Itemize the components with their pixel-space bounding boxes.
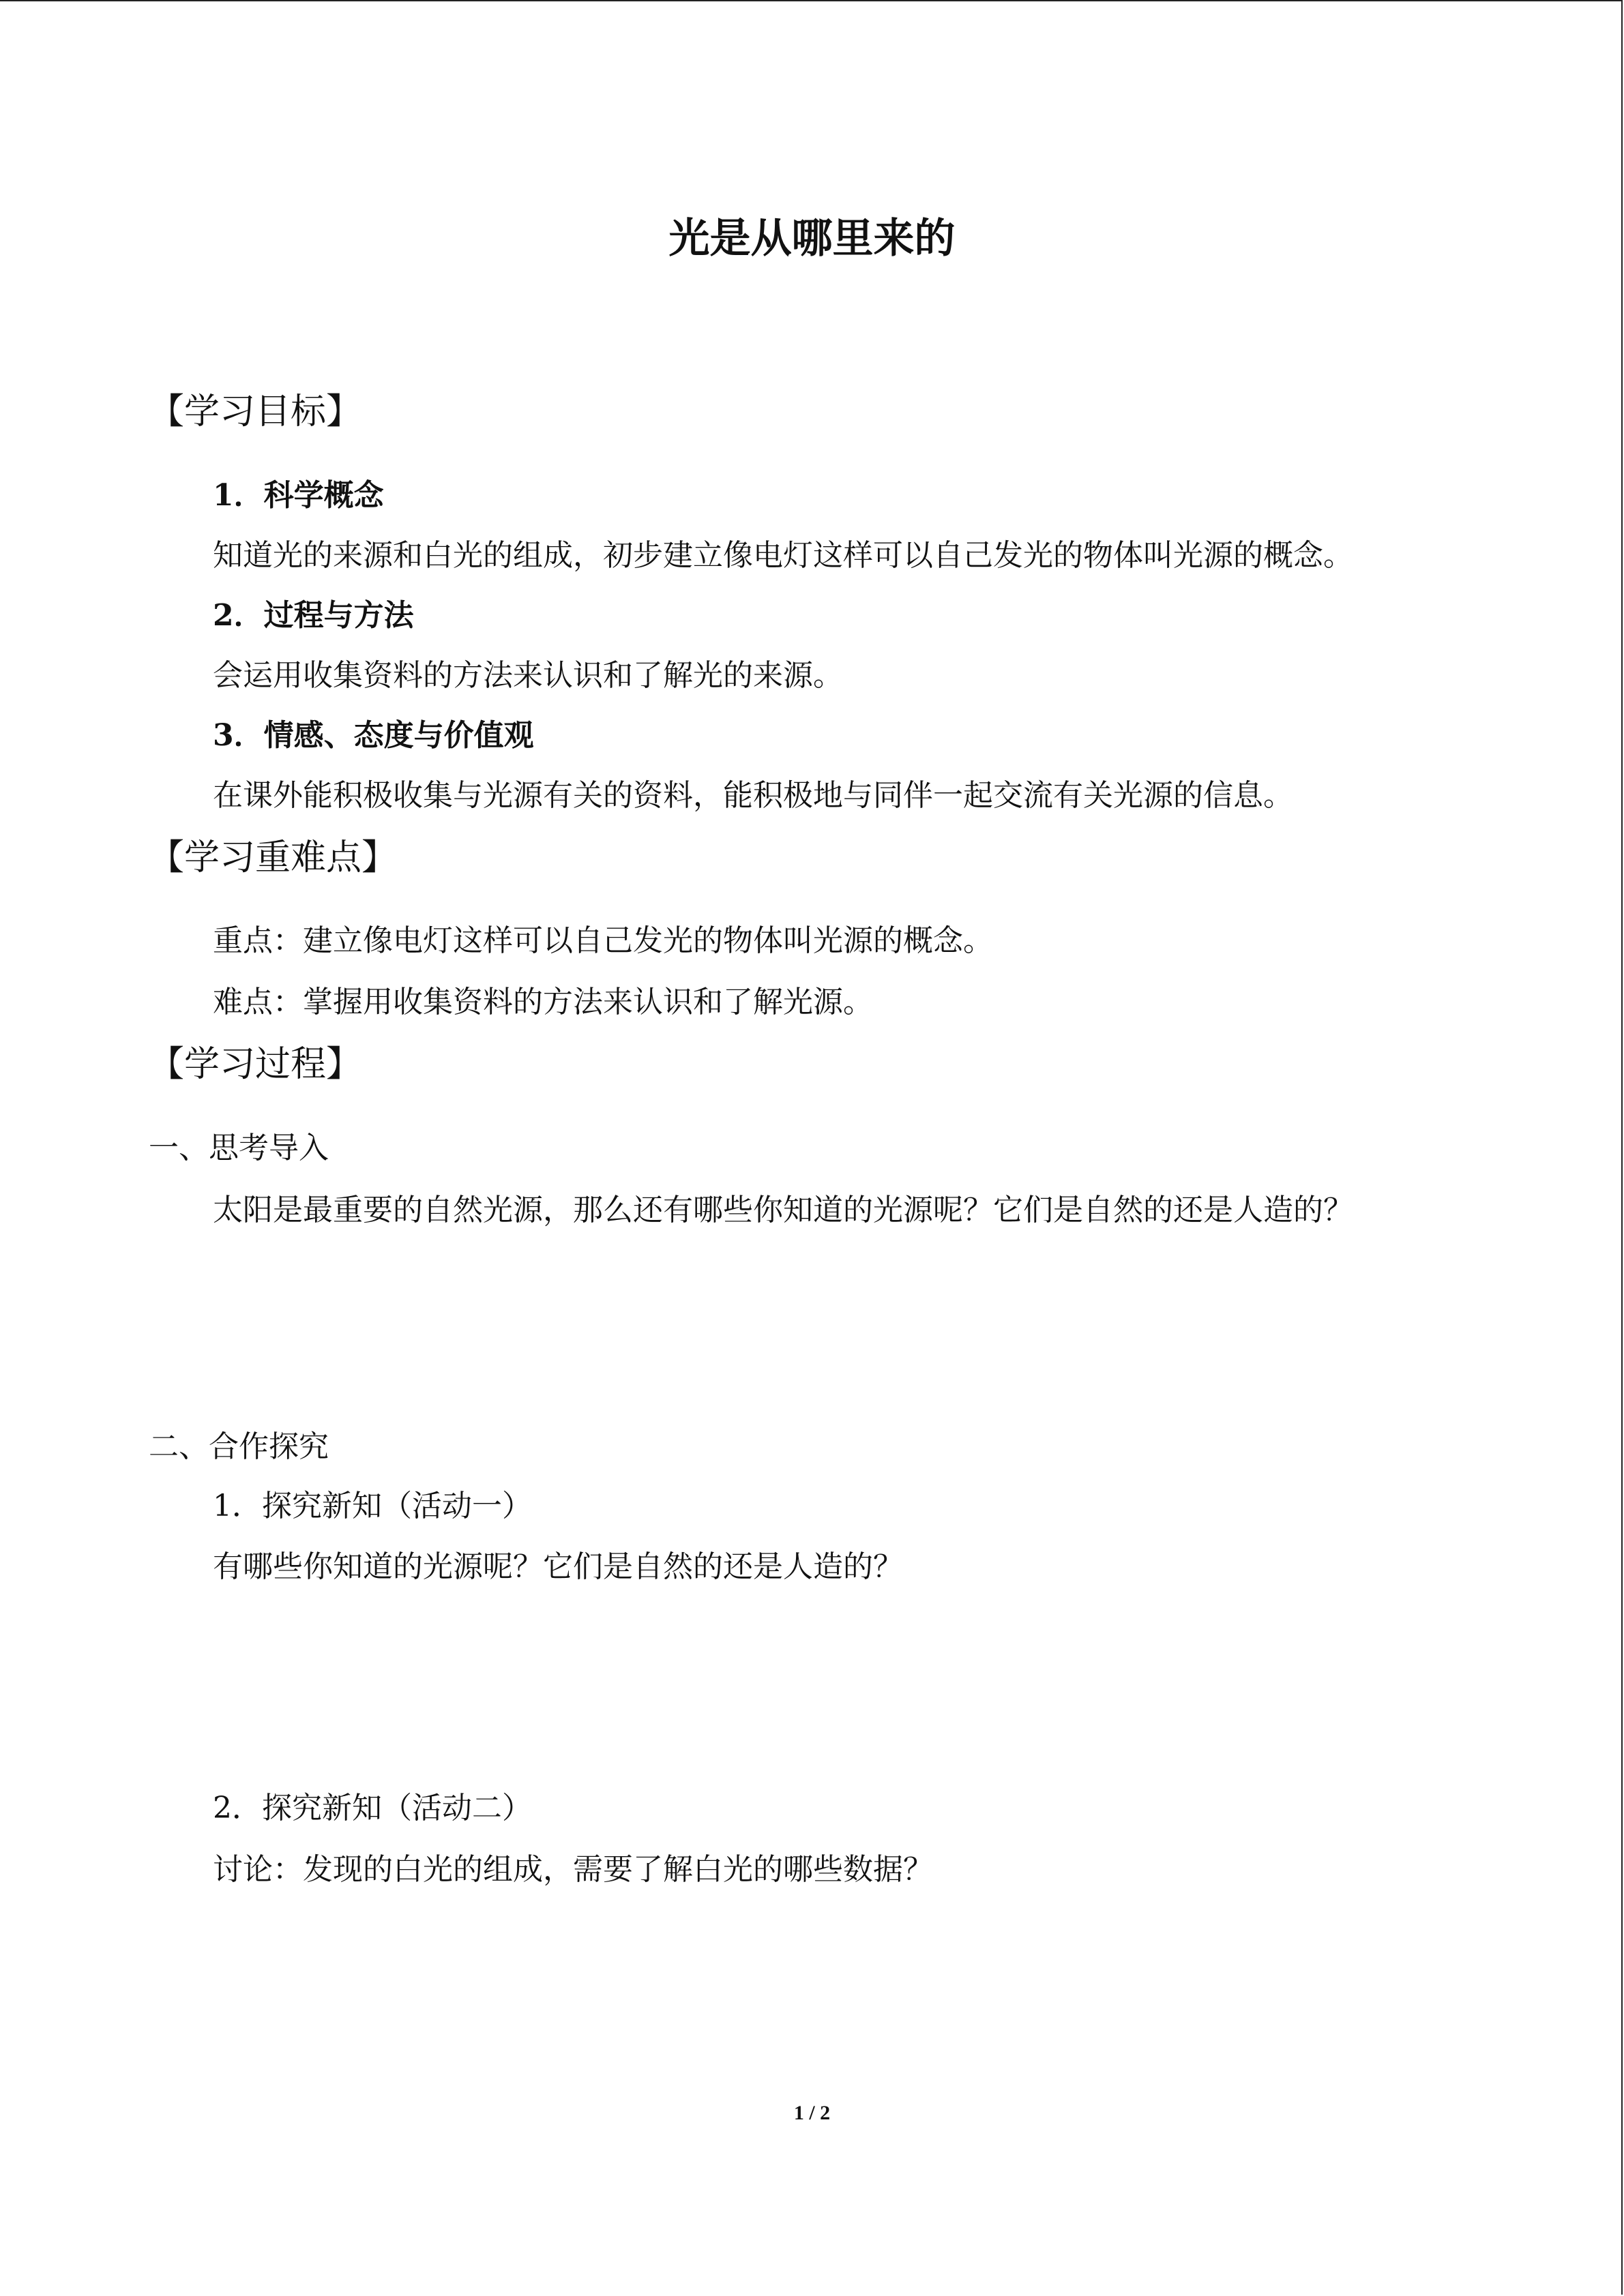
page-number: 1 / 2 <box>793 2102 831 2124</box>
intro-label: 一、思考导入 <box>149 1131 329 1165</box>
objective-1-text: 知道光的来源和白光的组成，初步建立像电灯这样可以自己发光的物体叫光源的概念。 <box>213 538 1353 573</box>
activity-2-text: 讨论：发现的白光的组成，需要了解白光的哪些数据？ <box>213 1852 933 1887</box>
objective-3-text: 在课外能积极收集与光源有关的资料，能积极地与同伴一起交流有关光源的信息。 <box>213 778 1293 813</box>
intro-text: 太阳是最重要的自然光源，那么还有哪些你知道的光源呢？它们是自然的还是人造的？ <box>213 1193 1353 1227</box>
key-point-focus: 重点：建立像电灯这样可以自己发光的物体叫光源的概念。 <box>213 923 993 958</box>
explore-label: 二、合作探究 <box>149 1429 329 1464</box>
objective-1-label: 1．科学概念 <box>213 478 384 513</box>
objective-3-label: 3．情感、态度与价值观 <box>213 718 534 753</box>
key-points-heading: 【学习重难点】 <box>149 837 398 878</box>
objectives-heading: 【学习目标】 <box>149 391 362 432</box>
activity-1-label: 1．探究新知（活动一） <box>213 1489 532 1523</box>
process-heading: 【学习过程】 <box>149 1044 362 1085</box>
key-point-difficulty: 难点：掌握用收集资料的方法来认识和了解光源。 <box>213 985 873 1019</box>
document-title: 光是从哪里来的 <box>668 215 956 263</box>
objective-2-text: 会运用收集资料的方法来认识和了解光的来源。 <box>213 658 843 693</box>
objective-2-label: 2．过程与方法 <box>213 598 414 633</box>
activity-2-label: 2．探究新知（活动二） <box>213 1791 532 1825</box>
activity-1-text: 有哪些你知道的光源呢？它们是自然的还是人造的？ <box>213 1549 903 1584</box>
